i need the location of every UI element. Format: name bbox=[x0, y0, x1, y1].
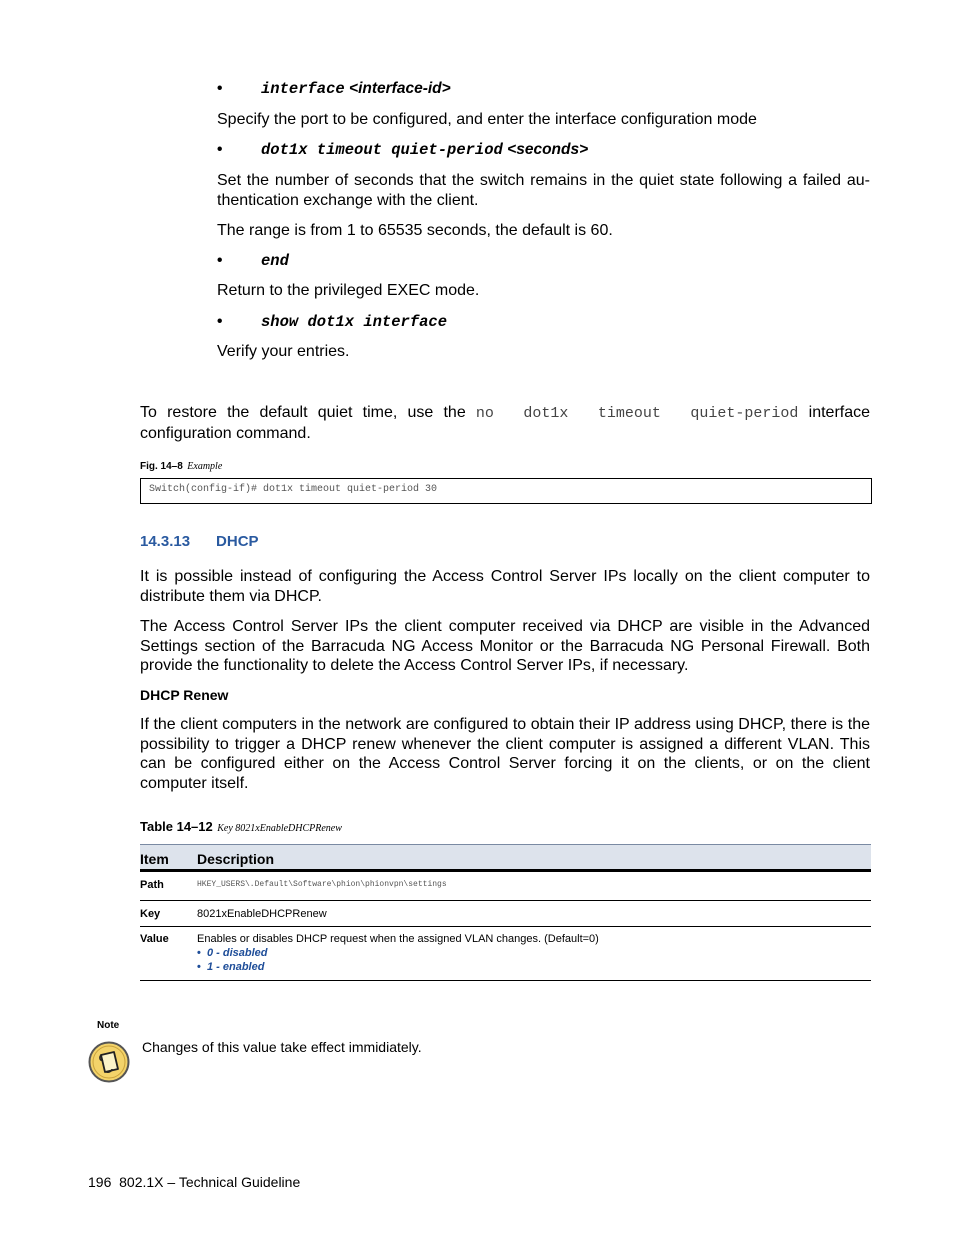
dhcp-paragraph-2: The Access Control Server IPs the client computer received via DHCP are visible in the Advanced Settings section of the Barracuda NG Access Monitor or the Barracuda NG Personal Firewall. Both provide the functionality to delete the Access Control Server IPs, if necessary. bbox=[140, 618, 870, 674]
table-row bbox=[140, 901, 871, 927]
dhcp-paragraph-1: It is possible instead of configuring the Access Control Server IPs locally on the client computer to distribute them via DHCP. bbox=[140, 568, 870, 605]
show-description: Verify your entries. bbox=[217, 343, 350, 360]
bullet-show bbox=[217, 313, 447, 331]
code-example: Switch(config-if)# dot1x timeout quiet-period 30 bbox=[140, 478, 872, 504]
command-param: <interface-id> bbox=[344, 80, 451, 97]
row-description: Enables or disables DHCP request when the assigned VLAN changes. (Default=0) bbox=[197, 933, 599, 945]
row-description: 8021xEnableDHCPRenew bbox=[197, 908, 327, 920]
command-name: show dot1x interface bbox=[261, 313, 448, 331]
registry-table bbox=[140, 844, 871, 981]
section-title: DHCP bbox=[216, 533, 259, 550]
restore-code: no dot1x timeout quiet-period bbox=[475, 405, 799, 422]
bullet-interface bbox=[217, 80, 451, 98]
value-option-text: 0 - disabled bbox=[206, 947, 268, 959]
restore-text-after: interface configuration command. bbox=[140, 404, 871, 442]
section-heading bbox=[140, 533, 259, 550]
row-item: Value bbox=[140, 933, 169, 945]
section-number: 14.3.13 bbox=[140, 533, 191, 550]
command-name: dot1x timeout quiet-period bbox=[261, 141, 503, 159]
table-caption bbox=[140, 818, 342, 836]
note-label: Note bbox=[97, 1020, 120, 1031]
quiet-period-description: Set the number of seconds that the switch remains in the quiet state following a failed au-thentication exchange with the client. bbox=[217, 172, 870, 209]
value-option: • 1 - enabled bbox=[197, 961, 265, 973]
row-description: HKEY_USERS\.Default\Software\phion\phionvpn\settings bbox=[197, 880, 447, 889]
command-name: end bbox=[261, 252, 289, 270]
figure-caption-text: Example bbox=[187, 461, 223, 472]
table-row bbox=[140, 872, 871, 901]
value-option-text: 1 - enabled bbox=[206, 961, 265, 973]
command-name: interface bbox=[261, 80, 345, 98]
dhcp-renew-subheading: DHCP Renew bbox=[140, 687, 229, 703]
interface-description: Specify the port to be configured, and enter the interface configuration mode bbox=[217, 111, 757, 128]
figure-caption bbox=[140, 456, 222, 474]
table-row bbox=[140, 927, 871, 981]
dhcp-renew-paragraph: If the client computers in the network are configured to obtain their IP address using DHCP, there is the possibility to trigger a DHCP renew whenever the client computer is assigned a different VLAN. This can be configured either on the Access Control Server forcing it on the clients, or on the client computer itself. bbox=[140, 716, 870, 792]
page-footer bbox=[88, 1174, 300, 1190]
table-header bbox=[140, 844, 871, 872]
note-text: Changes of this value take effect immidiately. bbox=[142, 1039, 422, 1055]
bullet-dot: • bbox=[217, 141, 223, 158]
bullet-dot: • bbox=[217, 313, 223, 330]
page-number: 196 bbox=[88, 1174, 112, 1190]
restore-paragraph bbox=[140, 403, 870, 443]
command-param: <seconds> bbox=[502, 141, 589, 158]
quiet-period-range: The range is from 1 to 65535 seconds, the default is 60. bbox=[217, 222, 613, 239]
table-label: Table 14–12 bbox=[140, 819, 213, 834]
bullet-dot: • bbox=[217, 252, 223, 269]
note-pad-icon bbox=[88, 1041, 130, 1083]
value-option: • 0 - disabled bbox=[197, 947, 268, 959]
row-item: Path bbox=[140, 879, 164, 891]
bullet-end bbox=[217, 252, 289, 270]
table-caption-text: Key 8021xEnableDHCPRenew bbox=[217, 823, 342, 834]
end-description: Return to the privileged EXEC mode. bbox=[217, 282, 480, 299]
bullet-dot: • bbox=[217, 80, 223, 97]
footer-title: 802.1X – Technical Guideline bbox=[119, 1174, 301, 1190]
row-item: Key bbox=[140, 908, 161, 920]
header-description: Description bbox=[197, 851, 275, 867]
bullet-quiet-period bbox=[217, 141, 588, 159]
restore-text-before: To restore the default quiet time, use the bbox=[140, 404, 466, 421]
header-item: Item bbox=[140, 851, 169, 867]
figure-label: Fig. 14–8 bbox=[140, 461, 183, 472]
